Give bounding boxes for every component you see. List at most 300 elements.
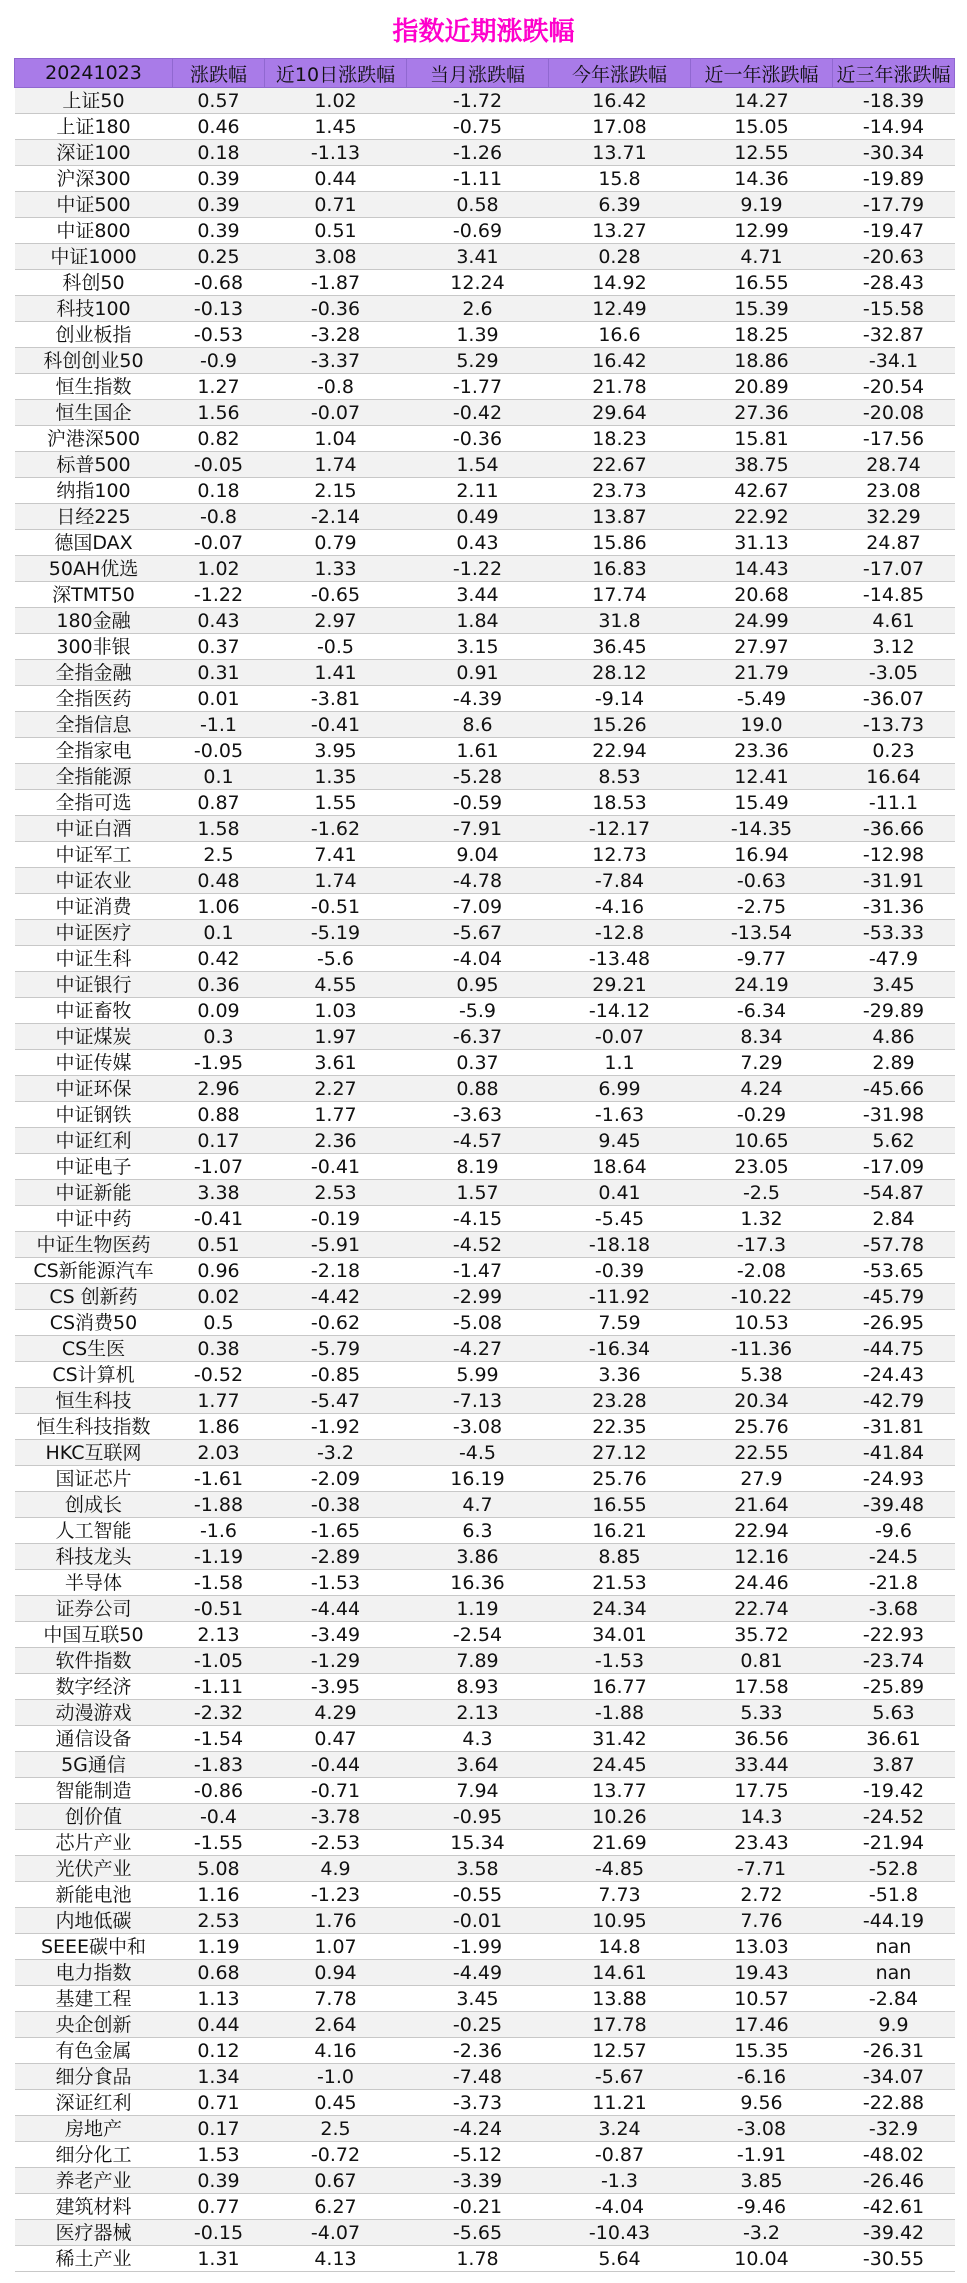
cell-ytd-change: -1.88 (549, 1700, 691, 1726)
cell-1year-change: 15.05 (691, 114, 833, 140)
cell-month-change: 1.78 (407, 2246, 549, 2272)
cell-10day-change: -5.6 (265, 946, 407, 972)
cell-ytd-change: -1.63 (549, 1102, 691, 1128)
cell-3year-change: -17.09 (833, 1154, 955, 1180)
cell-daily-change: 0.37 (173, 634, 265, 660)
cell-month-change: 0.58 (407, 192, 549, 218)
table-row (15, 478, 955, 504)
cell-daily-change: 0.01 (173, 686, 265, 712)
cell-index-name: 中证中药 (15, 1206, 173, 1232)
cell-index-name: 全指可选 (15, 790, 173, 816)
cell-10day-change: 1.03 (265, 998, 407, 1024)
cell-3year-change: -11.1 (833, 790, 955, 816)
cell-10day-change: -0.36 (265, 296, 407, 322)
cell-index-name: 恒生国企 (15, 400, 173, 426)
cell-ytd-change: 18.23 (549, 426, 691, 452)
table-row (15, 374, 955, 400)
cell-3year-change: 4.86 (833, 1024, 955, 1050)
cell-index-name: 半导体 (15, 1570, 173, 1596)
cell-10day-change: 2.5 (265, 2116, 407, 2142)
table-row (15, 2038, 955, 2064)
cell-daily-change: -1.95 (173, 1050, 265, 1076)
table-row (15, 764, 955, 790)
cell-daily-change: -1.54 (173, 1726, 265, 1752)
header-ytd-change: 今年涨跌幅 (549, 59, 691, 88)
cell-3year-change: -17.79 (833, 192, 955, 218)
cell-1year-change: 22.94 (691, 1518, 833, 1544)
cell-3year-change: -24.5 (833, 1544, 955, 1570)
table-row (15, 218, 955, 244)
cell-10day-change: -1.92 (265, 1414, 407, 1440)
cell-daily-change: -1.61 (173, 1466, 265, 1492)
cell-10day-change: -0.07 (265, 400, 407, 426)
cell-3year-change: -47.9 (833, 946, 955, 972)
cell-3year-change: -31.36 (833, 894, 955, 920)
cell-10day-change: 1.77 (265, 1102, 407, 1128)
cell-daily-change: -1.19 (173, 1544, 265, 1570)
cell-ytd-change: 28.12 (549, 660, 691, 686)
cell-month-change: -1.22 (407, 556, 549, 582)
table-row (15, 400, 955, 426)
cell-10day-change: 1.76 (265, 1908, 407, 1934)
cell-1year-change: -11.36 (691, 1336, 833, 1362)
cell-ytd-change: 25.76 (549, 1466, 691, 1492)
cell-3year-change: -17.56 (833, 426, 955, 452)
cell-daily-change: 0.17 (173, 2116, 265, 2142)
cell-index-name: 中证银行 (15, 972, 173, 998)
cell-ytd-change: 7.73 (549, 1882, 691, 1908)
table-row (15, 790, 955, 816)
cell-index-name: 中证生科 (15, 946, 173, 972)
cell-daily-change: 1.56 (173, 400, 265, 426)
cell-month-change: -5.9 (407, 998, 549, 1024)
cell-10day-change: 1.45 (265, 114, 407, 140)
cell-daily-change: -0.05 (173, 738, 265, 764)
cell-index-name: 智能制造 (15, 1778, 173, 1804)
cell-index-name: 全指医药 (15, 686, 173, 712)
cell-3year-change: -25.89 (833, 1674, 955, 1700)
cell-month-change: 3.86 (407, 1544, 549, 1570)
cell-daily-change: -0.41 (173, 1206, 265, 1232)
cell-month-change: -5.67 (407, 920, 549, 946)
cell-1year-change: 13.03 (691, 1934, 833, 1960)
cell-1year-change: 22.92 (691, 504, 833, 530)
cell-ytd-change: 15.86 (549, 530, 691, 556)
cell-ytd-change: 13.88 (549, 1986, 691, 2012)
cell-daily-change: 0.1 (173, 764, 265, 790)
cell-1year-change: -7.71 (691, 1856, 833, 1882)
cell-ytd-change: 22.94 (549, 738, 691, 764)
cell-month-change: -1.99 (407, 1934, 549, 1960)
cell-1year-change: 36.56 (691, 1726, 833, 1752)
cell-month-change: 16.36 (407, 1570, 549, 1596)
cell-daily-change: 1.06 (173, 894, 265, 920)
cell-month-change: -0.25 (407, 2012, 549, 2038)
cell-index-name: 上证180 (15, 114, 173, 140)
cell-daily-change: 0.1 (173, 920, 265, 946)
cell-ytd-change: 12.57 (549, 2038, 691, 2064)
table-row (15, 1986, 955, 2012)
cell-index-name: CS 创新药 (15, 1284, 173, 1310)
cell-3year-change: -31.98 (833, 1102, 955, 1128)
cell-1year-change: 19.43 (691, 1960, 833, 1986)
table-row (15, 1856, 955, 1882)
cell-10day-change: 1.33 (265, 556, 407, 582)
cell-month-change: 8.19 (407, 1154, 549, 1180)
cell-month-change: 1.84 (407, 608, 549, 634)
cell-ytd-change: -13.48 (549, 946, 691, 972)
cell-10day-change: -1.53 (265, 1570, 407, 1596)
cell-daily-change: 0.88 (173, 1102, 265, 1128)
cell-10day-change: 1.55 (265, 790, 407, 816)
cell-daily-change: 0.17 (173, 1128, 265, 1154)
cell-10day-change: -0.41 (265, 712, 407, 738)
cell-1year-change: 12.55 (691, 140, 833, 166)
cell-daily-change: 2.13 (173, 1622, 265, 1648)
cell-month-change: -2.36 (407, 2038, 549, 2064)
cell-ytd-change: 16.55 (549, 1492, 691, 1518)
cell-daily-change: -0.51 (173, 1596, 265, 1622)
cell-index-name: 中证传媒 (15, 1050, 173, 1076)
cell-3year-change: -57.78 (833, 1232, 955, 1258)
cell-10day-change: 0.51 (265, 218, 407, 244)
cell-10day-change: -0.44 (265, 1752, 407, 1778)
cell-3year-change: 36.61 (833, 1726, 955, 1752)
table-row (15, 842, 955, 868)
cell-1year-change: -0.63 (691, 868, 833, 894)
cell-index-name: 养老产业 (15, 2168, 173, 2194)
cell-index-name: 建筑材料 (15, 2194, 173, 2220)
cell-month-change: -2.99 (407, 1284, 549, 1310)
cell-3year-change: -19.89 (833, 166, 955, 192)
cell-1year-change: 27.36 (691, 400, 833, 426)
cell-ytd-change: 1.1 (549, 1050, 691, 1076)
table-row (15, 1960, 955, 1986)
cell-daily-change: 1.27 (173, 374, 265, 400)
cell-daily-change: -0.05 (173, 452, 265, 478)
cell-ytd-change: -4.04 (549, 2194, 691, 2220)
cell-daily-change: 0.12 (173, 2038, 265, 2064)
table-row (15, 1492, 955, 1518)
cell-index-name: 通信设备 (15, 1726, 173, 1752)
cell-ytd-change: 17.78 (549, 2012, 691, 2038)
cell-10day-change: 4.16 (265, 2038, 407, 2064)
cell-index-name: 创价值 (15, 1804, 173, 1830)
cell-3year-change: -18.39 (833, 88, 955, 114)
table-row (15, 1622, 955, 1648)
cell-1year-change: -10.22 (691, 1284, 833, 1310)
cell-3year-change: -42.61 (833, 2194, 955, 2220)
cell-month-change: -5.28 (407, 764, 549, 790)
cell-index-name: 科技龙头 (15, 1544, 173, 1570)
cell-daily-change: -1.58 (173, 1570, 265, 1596)
cell-daily-change: -0.53 (173, 322, 265, 348)
cell-daily-change: 0.96 (173, 1258, 265, 1284)
cell-10day-change: 1.74 (265, 868, 407, 894)
cell-month-change: 7.89 (407, 1648, 549, 1674)
table-row (15, 660, 955, 686)
cell-3year-change: -12.98 (833, 842, 955, 868)
cell-1year-change: 20.34 (691, 1388, 833, 1414)
cell-month-change: -4.15 (407, 1206, 549, 1232)
header-1year-change: 近一年涨跌幅 (691, 59, 833, 88)
cell-3year-change: -3.68 (833, 1596, 955, 1622)
cell-3year-change: -51.8 (833, 1882, 955, 1908)
table-row (15, 738, 955, 764)
cell-10day-change: -3.2 (265, 1440, 407, 1466)
cell-1year-change: 16.55 (691, 270, 833, 296)
cell-ytd-change: 16.83 (549, 556, 691, 582)
cell-index-name: 创成长 (15, 1492, 173, 1518)
table-row (15, 1414, 955, 1440)
cell-index-name: 沪深300 (15, 166, 173, 192)
cell-10day-change: 2.97 (265, 608, 407, 634)
table-row (15, 1362, 955, 1388)
table-row (15, 348, 955, 374)
cell-ytd-change: 16.21 (549, 1518, 691, 1544)
cell-index-name: 恒生指数 (15, 374, 173, 400)
cell-index-name: 芯片产业 (15, 1830, 173, 1856)
cell-10day-change: 0.45 (265, 2090, 407, 2116)
cell-month-change: -4.39 (407, 686, 549, 712)
cell-10day-change: 7.41 (265, 842, 407, 868)
cell-month-change: -5.65 (407, 2220, 549, 2246)
cell-1year-change: 3.85 (691, 2168, 833, 2194)
cell-1year-change: -5.49 (691, 686, 833, 712)
cell-month-change: -0.21 (407, 2194, 549, 2220)
table-row (15, 972, 955, 998)
cell-3year-change: -34.07 (833, 2064, 955, 2090)
header-month-change: 当月涨跌幅 (407, 59, 549, 88)
cell-3year-change: -22.88 (833, 2090, 955, 2116)
cell-month-change: -5.12 (407, 2142, 549, 2168)
cell-daily-change: 2.5 (173, 842, 265, 868)
cell-1year-change: 38.75 (691, 452, 833, 478)
cell-3year-change: -44.19 (833, 1908, 955, 1934)
table-row (15, 712, 955, 738)
cell-10day-change: 4.55 (265, 972, 407, 998)
cell-3year-change: -34.1 (833, 348, 955, 374)
cell-3year-change: -15.58 (833, 296, 955, 322)
cell-month-change: 1.19 (407, 1596, 549, 1622)
cell-index-name: 深TMT50 (15, 582, 173, 608)
cell-month-change: -0.69 (407, 218, 549, 244)
cell-ytd-change: 10.26 (549, 1804, 691, 1830)
cell-index-name: 中证农业 (15, 868, 173, 894)
table-row (15, 504, 955, 530)
table-row (15, 1024, 955, 1050)
table-row (15, 998, 955, 1024)
cell-ytd-change: 6.39 (549, 192, 691, 218)
cell-index-name: 180金融 (15, 608, 173, 634)
cell-daily-change: 1.77 (173, 1388, 265, 1414)
cell-10day-change: 0.67 (265, 2168, 407, 2194)
cell-3year-change: -21.94 (833, 1830, 955, 1856)
cell-1year-change: -1.91 (691, 2142, 833, 2168)
cell-ytd-change: 13.77 (549, 1778, 691, 1804)
cell-3year-change: nan (833, 1960, 955, 1986)
cell-3year-change: 3.12 (833, 634, 955, 660)
cell-3year-change: -45.66 (833, 1076, 955, 1102)
cell-month-change: -4.04 (407, 946, 549, 972)
cell-1year-change: 4.71 (691, 244, 833, 270)
cell-ytd-change: 3.24 (549, 2116, 691, 2142)
cell-10day-change: -5.79 (265, 1336, 407, 1362)
cell-index-name: 5G通信 (15, 1752, 173, 1778)
cell-10day-change: 2.64 (265, 2012, 407, 2038)
cell-month-change: 16.19 (407, 1466, 549, 1492)
cell-daily-change: 1.19 (173, 1934, 265, 1960)
cell-daily-change: -1.83 (173, 1752, 265, 1778)
cell-10day-change: -5.19 (265, 920, 407, 946)
cell-month-change: 8.6 (407, 712, 549, 738)
cell-3year-change: -48.02 (833, 2142, 955, 2168)
cell-month-change: 1.61 (407, 738, 549, 764)
cell-3year-change: -42.79 (833, 1388, 955, 1414)
cell-ytd-change: 24.34 (549, 1596, 691, 1622)
cell-ytd-change: -1.53 (549, 1648, 691, 1674)
cell-1year-change: 1.32 (691, 1206, 833, 1232)
cell-index-name: 全指能源 (15, 764, 173, 790)
cell-10day-change: -0.38 (265, 1492, 407, 1518)
cell-3year-change: -32.9 (833, 2116, 955, 2142)
cell-ytd-change: 21.53 (549, 1570, 691, 1596)
cell-3year-change: -24.93 (833, 1466, 955, 1492)
table-row (15, 2090, 955, 2116)
table-row (15, 1648, 955, 1674)
cell-month-change: -0.95 (407, 1804, 549, 1830)
cell-daily-change: 0.39 (173, 166, 265, 192)
cell-ytd-change: 16.42 (549, 348, 691, 374)
cell-ytd-change: 23.28 (549, 1388, 691, 1414)
table-row (15, 452, 955, 478)
table-row (15, 946, 955, 972)
cell-3year-change: 0.23 (833, 738, 955, 764)
cell-1year-change: 14.43 (691, 556, 833, 582)
cell-10day-change: 4.29 (265, 1700, 407, 1726)
cell-10day-change: -0.51 (265, 894, 407, 920)
cell-month-change: 0.91 (407, 660, 549, 686)
cell-3year-change: nan (833, 1934, 955, 1960)
cell-10day-change: -2.53 (265, 1830, 407, 1856)
cell-ytd-change: 22.67 (549, 452, 691, 478)
table-row (15, 166, 955, 192)
table-row (15, 426, 955, 452)
table-row (15, 114, 955, 140)
cell-1year-change: 17.58 (691, 1674, 833, 1700)
cell-daily-change: 0.39 (173, 2168, 265, 2194)
cell-daily-change: 0.51 (173, 1232, 265, 1258)
cell-3year-change: -23.74 (833, 1648, 955, 1674)
cell-ytd-change: -0.07 (549, 1024, 691, 1050)
cell-month-change: -4.78 (407, 868, 549, 894)
cell-daily-change: 0.18 (173, 478, 265, 504)
cell-index-name: 人工智能 (15, 1518, 173, 1544)
table-row (15, 322, 955, 348)
cell-10day-change: -0.71 (265, 1778, 407, 1804)
header-date: 20241023 (15, 59, 173, 88)
table-row (15, 88, 955, 114)
cell-ytd-change: -0.87 (549, 2142, 691, 2168)
cell-month-change: -0.36 (407, 426, 549, 452)
cell-month-change: 9.04 (407, 842, 549, 868)
cell-daily-change: 0.57 (173, 88, 265, 114)
cell-index-name: 医疗器械 (15, 2220, 173, 2246)
cell-ytd-change: 0.28 (549, 244, 691, 270)
cell-month-change: 3.64 (407, 1752, 549, 1778)
cell-1year-change: 5.33 (691, 1700, 833, 1726)
cell-daily-change: 1.58 (173, 816, 265, 842)
cell-10day-change: 0.71 (265, 192, 407, 218)
cell-index-name: CS计算机 (15, 1362, 173, 1388)
cell-1year-change: 5.38 (691, 1362, 833, 1388)
cell-1year-change: 12.99 (691, 218, 833, 244)
cell-1year-change: 8.34 (691, 1024, 833, 1050)
table-row (15, 582, 955, 608)
cell-daily-change: -2.32 (173, 1700, 265, 1726)
table-row (15, 1700, 955, 1726)
cell-1year-change: -0.29 (691, 1102, 833, 1128)
cell-month-change: -1.26 (407, 140, 549, 166)
cell-index-name: HKC互联网 (15, 1440, 173, 1466)
cell-1year-change: 4.24 (691, 1076, 833, 1102)
cell-index-name: 标普500 (15, 452, 173, 478)
cell-10day-change: 1.97 (265, 1024, 407, 1050)
cell-3year-change: 16.64 (833, 764, 955, 790)
cell-month-change: -3.08 (407, 1414, 549, 1440)
cell-month-change: 4.3 (407, 1726, 549, 1752)
cell-10day-change: -1.13 (265, 140, 407, 166)
cell-daily-change: -0.4 (173, 1804, 265, 1830)
table-row (15, 1180, 955, 1206)
cell-3year-change: -44.75 (833, 1336, 955, 1362)
cell-month-change: 0.88 (407, 1076, 549, 1102)
cell-month-change: -7.09 (407, 894, 549, 920)
cell-index-name: 中证新能 (15, 1180, 173, 1206)
table-row (15, 1284, 955, 1310)
cell-month-change: -4.5 (407, 1440, 549, 1466)
table-row (15, 1934, 955, 1960)
cell-index-name: 科技100 (15, 296, 173, 322)
cell-month-change: 5.99 (407, 1362, 549, 1388)
cell-10day-change: -5.91 (265, 1232, 407, 1258)
cell-ytd-change: 10.95 (549, 1908, 691, 1934)
cell-index-name: 深证100 (15, 140, 173, 166)
cell-index-name: 全指信息 (15, 712, 173, 738)
cell-3year-change: -20.54 (833, 374, 955, 400)
cell-1year-change: -2.75 (691, 894, 833, 920)
cell-10day-change: -1.23 (265, 1882, 407, 1908)
cell-daily-change: 1.86 (173, 1414, 265, 1440)
cell-ytd-change: -14.12 (549, 998, 691, 1024)
cell-daily-change: -0.15 (173, 2220, 265, 2246)
cell-month-change: -3.63 (407, 1102, 549, 1128)
table-row (15, 1726, 955, 1752)
cell-10day-change: -2.89 (265, 1544, 407, 1570)
cell-3year-change: -24.52 (833, 1804, 955, 1830)
cell-month-change: 0.95 (407, 972, 549, 998)
cell-10day-change: 2.15 (265, 478, 407, 504)
cell-index-name: 中证白酒 (15, 816, 173, 842)
cell-month-change: -7.91 (407, 816, 549, 842)
table-row (15, 1232, 955, 1258)
cell-3year-change: 2.89 (833, 1050, 955, 1076)
cell-3year-change: 9.9 (833, 2012, 955, 2038)
cell-3year-change: -31.81 (833, 1414, 955, 1440)
cell-ytd-change: 12.73 (549, 842, 691, 868)
table-row (15, 686, 955, 712)
table-row (15, 1336, 955, 1362)
